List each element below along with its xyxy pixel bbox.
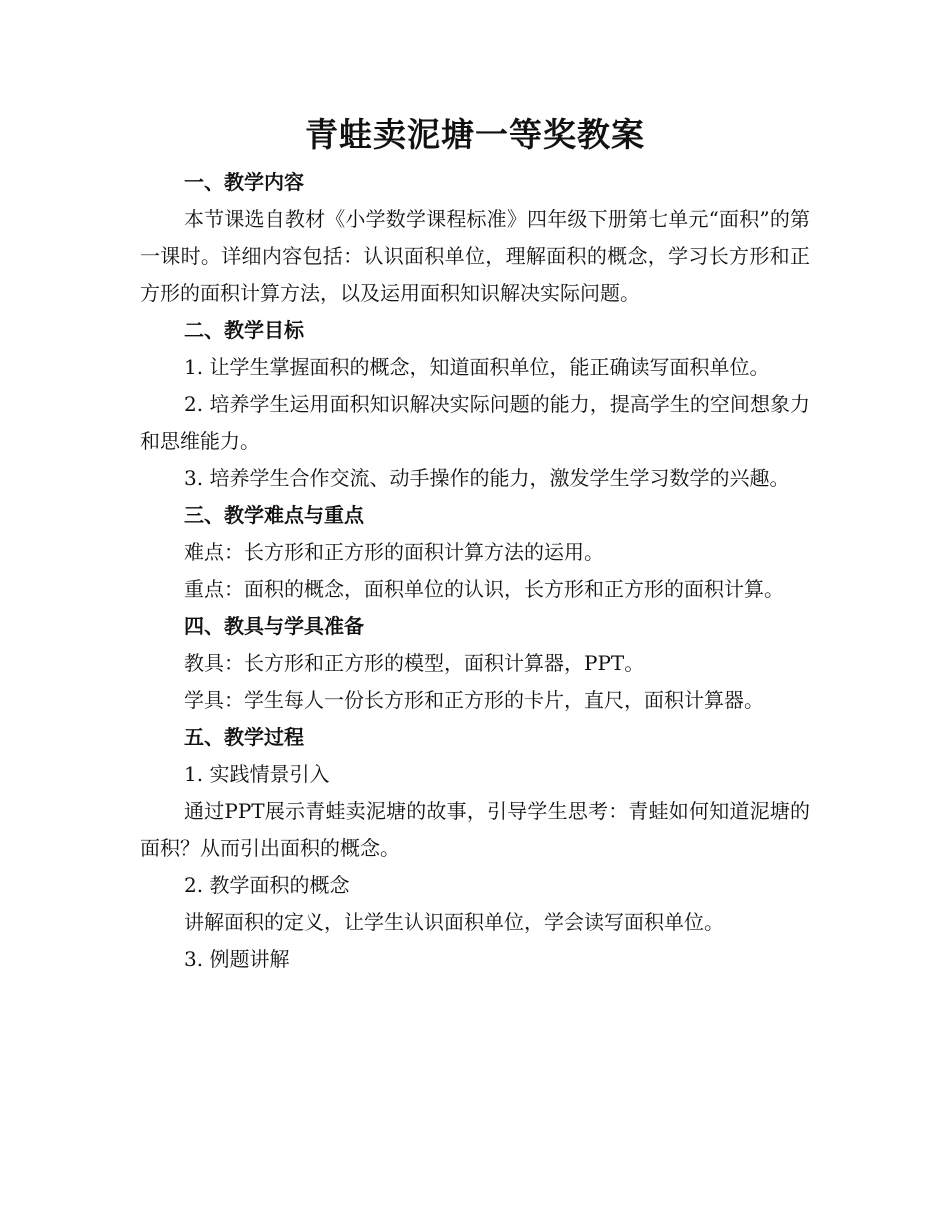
section-teaching-goals bbox=[140, 312, 810, 497]
paragraph: 通过PPT展示青蛙卖泥塘的故事，引导学生思考：青蛙如何知道泥塘的面积？从而引出面积的概念。 bbox=[140, 799, 810, 860]
paragraph: 2. 教学面积的概念 bbox=[184, 873, 350, 897]
paragraph: 学具：学生每人一份长方形和正方形的卡片，直尺，面积计算器。 bbox=[184, 688, 764, 712]
section-teaching-content bbox=[140, 164, 810, 312]
paragraph: 2. 培养学生运用面积知识解决实际问题的能力，提高学生的空间想象力和思维能力。 bbox=[140, 392, 810, 453]
section-heading: 一、教学内容 bbox=[184, 170, 304, 194]
paragraph: 本节课选自教材《小学数学课程标准》四年级下册第七单元“面积”的第一课时。详细内容包括：认识面积单位，理解面积的概念，学习长方形和正方形的面积计算方法，以及运用面积知识解决实际问题。 bbox=[140, 207, 810, 305]
paragraph: 重点：面积的概念，面积单位的认识，长方形和正方形的面积计算。 bbox=[184, 577, 784, 601]
section-heading: 五、教学过程 bbox=[184, 725, 304, 749]
paragraph: 难点：长方形和正方形的面积计算方法的运用。 bbox=[184, 540, 604, 564]
section-heading: 二、教学目标 bbox=[184, 318, 304, 342]
section-heading: 三、教学难点与重点 bbox=[184, 503, 364, 527]
section-difficulties-and-key-points bbox=[140, 497, 810, 608]
section-teaching-aids bbox=[140, 608, 810, 719]
section-heading: 四、教具与学具准备 bbox=[184, 614, 364, 638]
paragraph: 3. 例题讲解 bbox=[184, 947, 290, 971]
paragraph: 1. 实践情景引入 bbox=[184, 762, 330, 786]
paragraph: 讲解面积的定义，让学生认识面积单位，学会读写面积单位。 bbox=[184, 910, 724, 934]
paragraph: 3. 培养学生合作交流、动手操作的能力，激发学生学习数学的兴趣。 bbox=[184, 466, 790, 490]
paragraph: 教具：长方形和正方形的模型，面积计算器，PPT。 bbox=[184, 651, 645, 675]
document-title: 青蛙卖泥塘一等奖教案 bbox=[305, 115, 645, 154]
section-teaching-process bbox=[140, 719, 810, 978]
paragraph: 1. 让学生掌握面积的概念，知道面积单位，能正确读写面积单位。 bbox=[184, 355, 770, 379]
